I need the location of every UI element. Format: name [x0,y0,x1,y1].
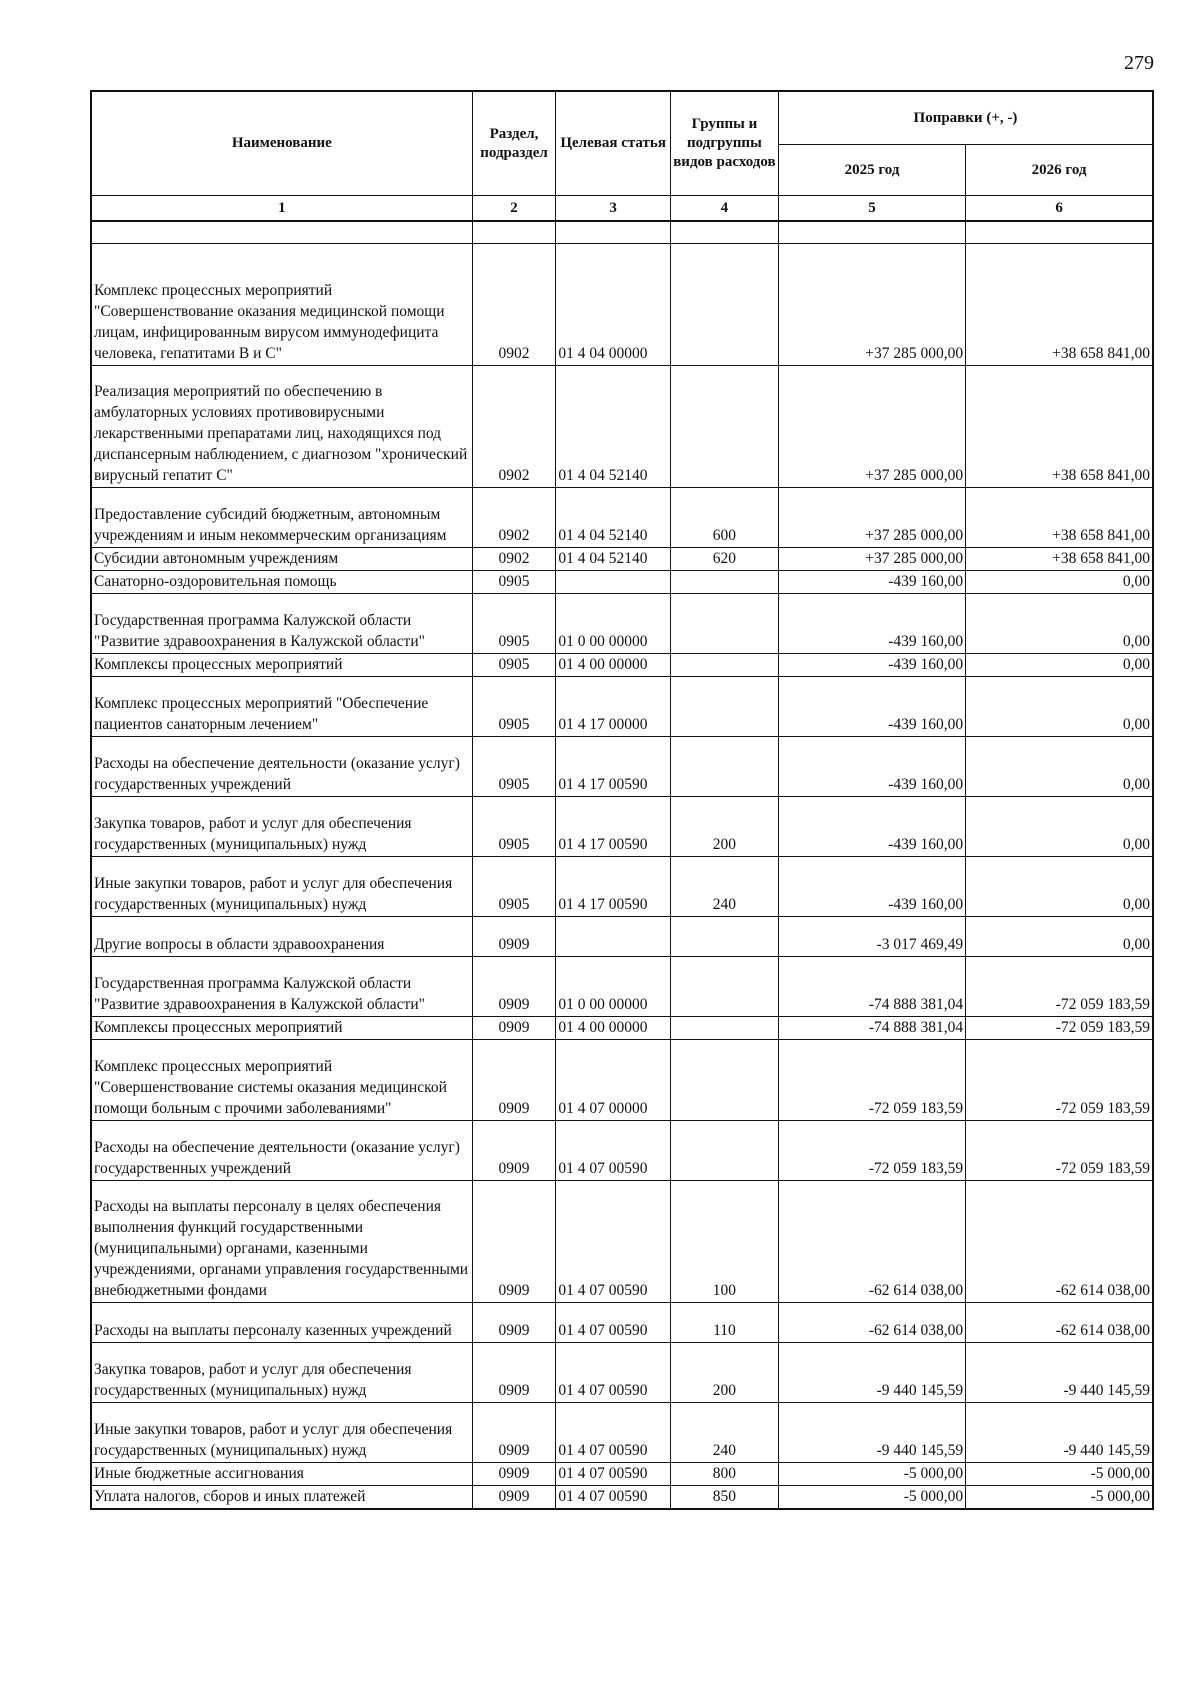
cell-name: Расходы на обеспечение деятельности (оказание услуг) государственных учреждений [91,1121,472,1181]
cell-amount-2026: -72 059 183,59 [966,1040,1153,1121]
cell-amount-2026: -72 059 183,59 [966,1121,1153,1181]
table-row [91,737,1153,797]
cell-amount-2026: 0,00 [966,594,1153,654]
cell-amount-2025: +37 285 000,00 [778,488,965,548]
cell-amount-2025: -439 160,00 [778,571,965,594]
cell-amount-2025: -439 160,00 [778,857,965,917]
cell-amount-2025: -5 000,00 [778,1463,965,1486]
cell-name: Комплекс процессных мероприятий "Совершенствование оказания медицинской помощи лицам, инфицированным вирусом иммунодефицита человека, гепатитами В и С" [91,244,472,366]
col-number-3: 3 [556,196,671,222]
cell-amount-2026: -9 440 145,59 [966,1403,1153,1463]
cell-group: 620 [670,548,778,571]
cell-section: 0909 [472,1303,556,1343]
cell-amount-2025: -439 160,00 [778,677,965,737]
header-name: Наименование [91,91,472,196]
cell-target: 01 4 17 00590 [556,797,671,857]
cell-group [670,1040,778,1121]
cell-amount-2025: -5 000,00 [778,1486,965,1510]
cell-name: Расходы на выплаты персоналу казенных учреждений [91,1303,472,1343]
cell-section: 0909 [472,1463,556,1486]
cell-group: 110 [670,1303,778,1343]
cell-group: 200 [670,1343,778,1403]
cell-amount-2026: -62 614 038,00 [966,1303,1153,1343]
cell-group [670,244,778,366]
cell-target: 01 4 07 00590 [556,1303,671,1343]
cell-section: 0905 [472,857,556,917]
table-row [91,548,1153,571]
table-row [91,857,1153,917]
cell-amount-2025: -72 059 183,59 [778,1121,965,1181]
cell-target: 01 4 07 00590 [556,1181,671,1303]
cell-target: 01 4 17 00590 [556,737,671,797]
cell-amount-2026: 0,00 [966,857,1153,917]
cell-amount-2026: -9 440 145,59 [966,1343,1153,1403]
header-year-2026: 2026 год [966,145,1153,196]
cell-amount-2026: +38 658 841,00 [966,548,1153,571]
cell-group [670,594,778,654]
cell-target: 01 0 00 00000 [556,957,671,1017]
cell-name: Иные бюджетные ассигнования [91,1463,472,1486]
cell-section: 0909 [472,1121,556,1181]
table-row [91,917,1153,957]
cell-amount-2026: +38 658 841,00 [966,366,1153,488]
cell-target: 01 4 07 00590 [556,1343,671,1403]
cell-section: 0905 [472,797,556,857]
cell-name: Комплекс процессных мероприятий "Совершенствование системы оказания медицинской помощи больным с прочими заболеваниями" [91,1040,472,1121]
cell-amount-2025: +37 285 000,00 [778,548,965,571]
cell-name: Комплексы процессных мероприятий [91,1017,472,1040]
cell-amount-2026: 0,00 [966,677,1153,737]
cell-amount-2026: 0,00 [966,917,1153,957]
cell-group: 600 [670,488,778,548]
cell-name: Расходы на выплаты персоналу в целях обеспечения выполнения функций государственными (муниципальными) органами, казенными учреждениями, органами управления государственными внебюджетными фондами [91,1181,472,1303]
table-row [91,366,1153,488]
cell-target: 01 4 04 52140 [556,366,671,488]
cell-section: 0909 [472,1181,556,1303]
cell-name: Расходы на обеспечение деятельности (оказание услуг) государственных учреждений [91,737,472,797]
table-row [91,797,1153,857]
header-year-2025: 2025 год [778,145,965,196]
cell-amount-2026: -72 059 183,59 [966,957,1153,1017]
cell-target: 01 4 07 00590 [556,1486,671,1510]
cell-section: 0902 [472,366,556,488]
cell-target [556,571,671,594]
header-target: Целевая статья [556,91,671,196]
table-row [91,654,1153,677]
cell-section: 0902 [472,548,556,571]
cell-amount-2025: -9 440 145,59 [778,1403,965,1463]
cell-amount-2025: -9 440 145,59 [778,1343,965,1403]
cell-group: 240 [670,857,778,917]
cell-amount-2025: -439 160,00 [778,797,965,857]
budget-amendments-table [90,90,1154,1510]
cell-section: 0902 [472,244,556,366]
cell-name: Комплексы процессных мероприятий [91,654,472,677]
cell-target: 01 4 00 00000 [556,1017,671,1040]
cell-section: 0905 [472,594,556,654]
col-number-2: 2 [472,196,556,222]
cell-amount-2026: +38 658 841,00 [966,244,1153,366]
cell-group [670,1017,778,1040]
cell-name: Предоставление субсидий бюджетным, автономным учреждениям и иным некоммерческим организациям [91,488,472,548]
cell-group: 200 [670,797,778,857]
cell-group: 850 [670,1486,778,1510]
cell-amount-2025: -62 614 038,00 [778,1181,965,1303]
cell-amount-2025: +37 285 000,00 [778,366,965,488]
cell-section: 0909 [472,957,556,1017]
cell-name: Санаторно-оздоровительная помощь [91,571,472,594]
cell-target: 01 4 07 00590 [556,1463,671,1486]
page-number: 279 [1124,52,1154,74]
cell-section: 0905 [472,571,556,594]
table-body [91,221,1153,1509]
cell-amount-2026: 0,00 [966,797,1153,857]
cell-target: 01 4 07 00590 [556,1121,671,1181]
cell-group [670,571,778,594]
table-row [91,1121,1153,1181]
cell-target: 01 4 07 00590 [556,1403,671,1463]
cell-section: 0905 [472,677,556,737]
cell-amount-2025: -62 614 038,00 [778,1303,965,1343]
cell-group: 240 [670,1403,778,1463]
cell-target: 01 4 00 00000 [556,654,671,677]
table-row [91,488,1153,548]
cell-section: 0909 [472,1343,556,1403]
table-row [91,571,1153,594]
cell-section: 0909 [472,1017,556,1040]
col-number-6: 6 [966,196,1153,222]
table-row [91,1181,1153,1303]
header-groups: Группы и подгруппы видов расходов [670,91,778,196]
cell-name: Реализация мероприятий по обеспечению в амбулаторных условиях противовирусными лекарственными препаратами лиц, находящихся под диспансерным наблюдением, с диагнозом "хронический вирусный гепатит С" [91,366,472,488]
cell-amount-2025: -74 888 381,04 [778,1017,965,1040]
cell-name: Комплекс процессных мероприятий "Обеспечение пациентов санаторным лечением" [91,677,472,737]
table-header [91,91,1153,221]
cell-name: Закупка товаров, работ и услуг для обеспечения государственных (муниципальных) нужд [91,797,472,857]
cell-amount-2025: -439 160,00 [778,737,965,797]
cell-section: 0909 [472,1486,556,1510]
cell-target: 01 0 00 00000 [556,594,671,654]
cell-amount-2026: 0,00 [966,571,1153,594]
cell-group: 800 [670,1463,778,1486]
col-number-4: 4 [670,196,778,222]
cell-target: 01 4 04 00000 [556,244,671,366]
cell-name: Государственная программа Калужской области "Развитие здравоохранения в Калужской области" [91,957,472,1017]
col-number-5: 5 [778,196,965,222]
cell-group [670,1121,778,1181]
cell-section: 0905 [472,654,556,677]
cell-name: Субсидии автономным учреждениям [91,548,472,571]
cell-amount-2025: -72 059 183,59 [778,1040,965,1121]
cell-amount-2026: -5 000,00 [966,1463,1153,1486]
cell-section: 0902 [472,488,556,548]
cell-target: 01 4 17 00000 [556,677,671,737]
cell-amount-2025: -439 160,00 [778,654,965,677]
cell-group [670,366,778,488]
cell-amount-2026: -72 059 183,59 [966,1017,1153,1040]
table-row [91,1040,1153,1121]
table-row [91,594,1153,654]
cell-section: 0909 [472,917,556,957]
cell-group [670,677,778,737]
header-section: Раздел, подраздел [472,91,556,196]
table-row [91,957,1153,1017]
spacer-row [91,221,1153,244]
cell-group: 100 [670,1181,778,1303]
cell-target: 01 4 04 52140 [556,488,671,548]
cell-section: 0905 [472,737,556,797]
cell-amount-2026: 0,00 [966,737,1153,797]
cell-name: Государственная программа Калужской области "Развитие здравоохранения в Калужской области" [91,594,472,654]
cell-name: Иные закупки товаров, работ и услуг для обеспечения государственных (муниципальных) нужд [91,857,472,917]
col-number-1: 1 [91,196,472,222]
cell-name: Закупка товаров, работ и услуг для обеспечения государственных (муниципальных) нужд [91,1343,472,1403]
cell-amount-2026: +38 658 841,00 [966,488,1153,548]
cell-target: 01 4 07 00000 [556,1040,671,1121]
cell-group [670,654,778,677]
table-row [91,1403,1153,1463]
cell-amount-2025: -3 017 469,49 [778,917,965,957]
table-row [91,1343,1153,1403]
table-row [91,1303,1153,1343]
cell-target: 01 4 04 52140 [556,548,671,571]
table-row [91,1463,1153,1486]
cell-section: 0909 [472,1040,556,1121]
table-row [91,1017,1153,1040]
cell-target [556,917,671,957]
cell-amount-2025: +37 285 000,00 [778,244,965,366]
cell-group [670,917,778,957]
column-numbers-row [91,196,1153,222]
cell-amount-2025: -74 888 381,04 [778,957,965,1017]
cell-name: Иные закупки товаров, работ и услуг для обеспечения государственных (муниципальных) нужд [91,1403,472,1463]
cell-amount-2026: -62 614 038,00 [966,1181,1153,1303]
table-row [91,677,1153,737]
header-amendments: Поправки (+, -) [778,91,1153,145]
table-row [91,1486,1153,1510]
cell-name: Уплата налогов, сборов и иных платежей [91,1486,472,1510]
cell-group [670,737,778,797]
cell-amount-2026: 0,00 [966,654,1153,677]
cell-amount-2026: -5 000,00 [966,1486,1153,1510]
cell-name: Другие вопросы в области здравоохранения [91,917,472,957]
cell-amount-2025: -439 160,00 [778,594,965,654]
cell-target: 01 4 17 00590 [556,857,671,917]
cell-group [670,957,778,1017]
table-row [91,244,1153,366]
cell-section: 0909 [472,1403,556,1463]
